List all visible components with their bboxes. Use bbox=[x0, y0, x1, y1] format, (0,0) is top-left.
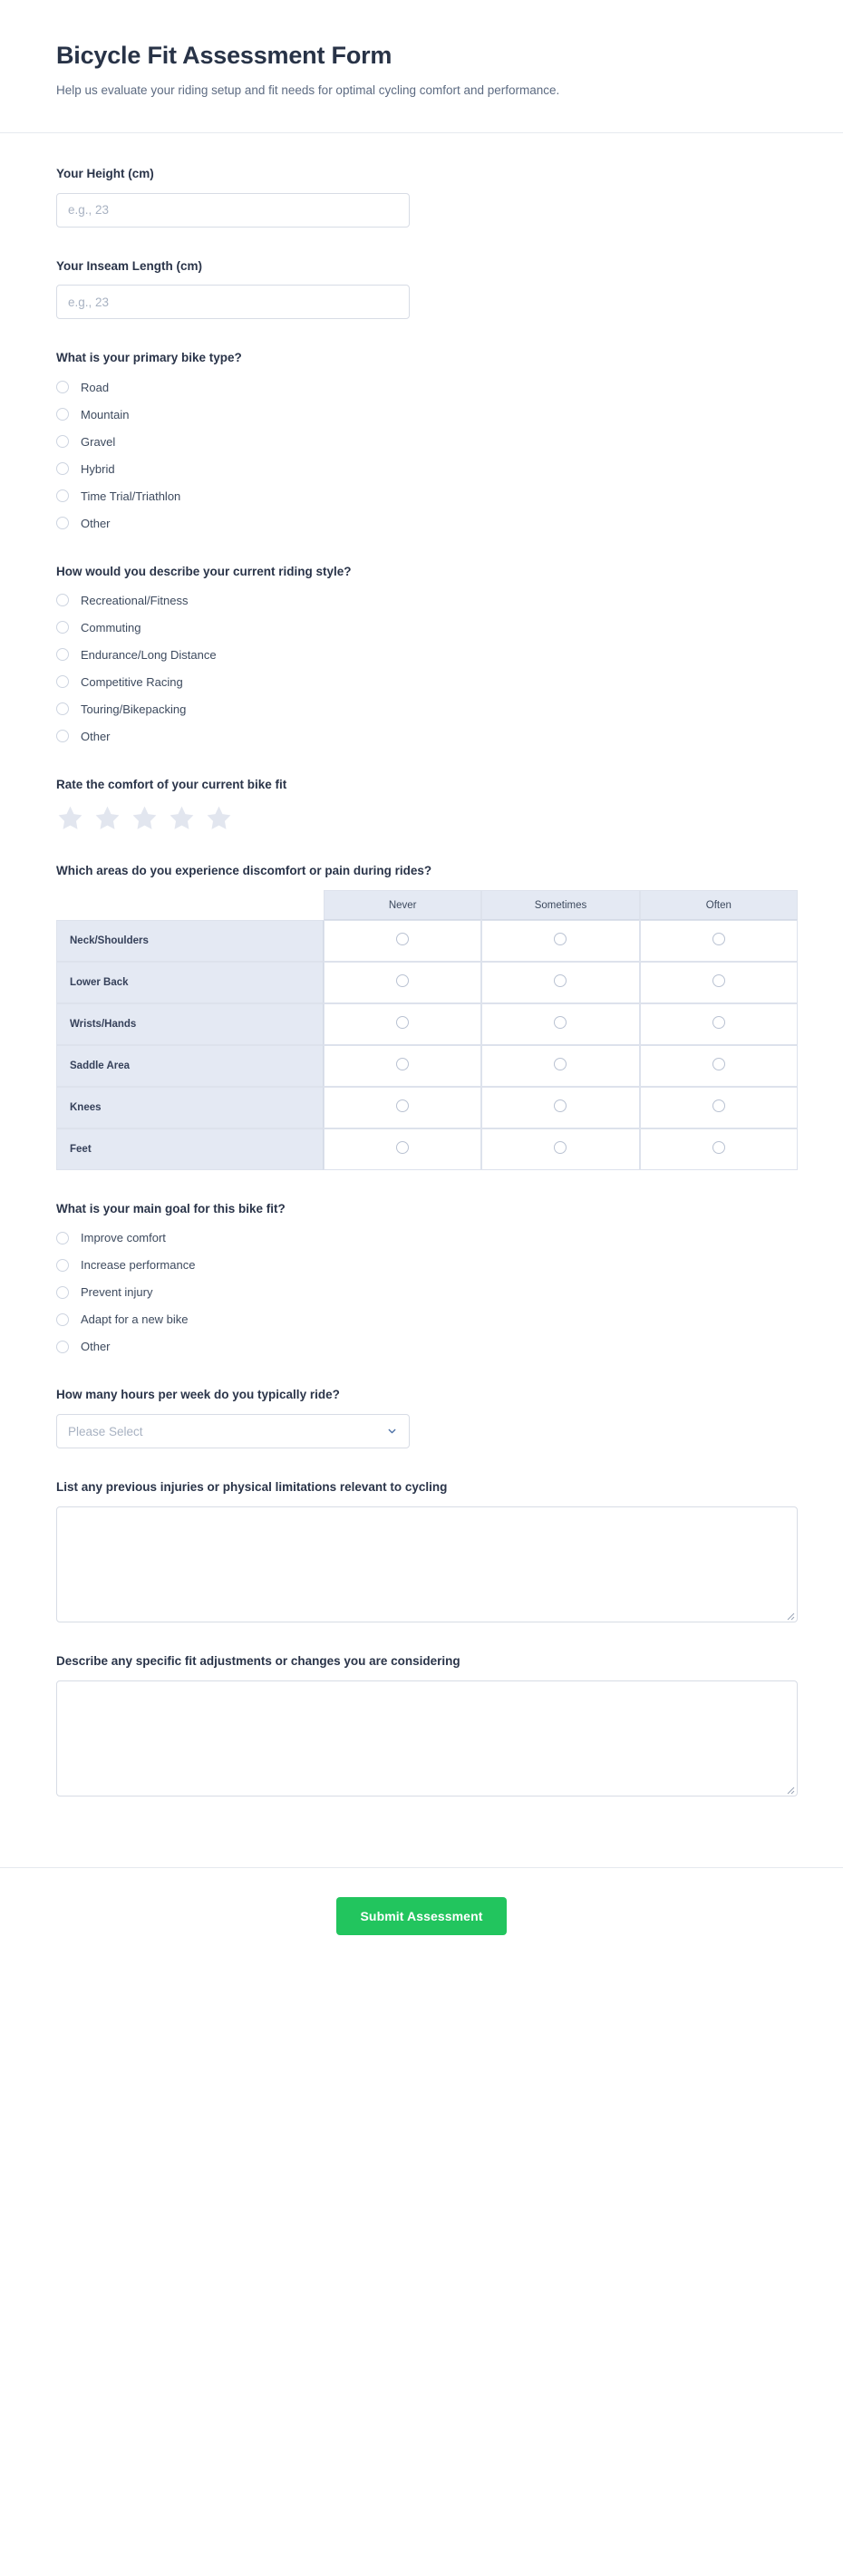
radio-circle-icon bbox=[56, 1341, 69, 1353]
radio-circle-icon bbox=[56, 702, 69, 715]
field-bike-type bbox=[56, 350, 787, 532]
radio-option[interactable] bbox=[56, 1310, 787, 1330]
star-icon[interactable] bbox=[131, 804, 159, 832]
field-inseam bbox=[56, 258, 787, 320]
matrix-cell[interactable] bbox=[481, 1045, 639, 1087]
injuries-label: List any previous injuries or physical limitations relevant to cycling bbox=[56, 1480, 448, 1495]
riding-style-radio-group bbox=[56, 591, 787, 747]
radio-circle-icon bbox=[712, 974, 725, 987]
radio-circle-icon bbox=[56, 381, 69, 393]
matrix-cell[interactable] bbox=[324, 1045, 481, 1087]
radio-label: Adapt for a new bike bbox=[81, 1312, 189, 1327]
riding-style-label: How would you describe your current riding style? bbox=[56, 564, 352, 578]
matrix-cell[interactable] bbox=[640, 962, 798, 1003]
radio-circle-icon bbox=[56, 1232, 69, 1244]
radio-option[interactable] bbox=[56, 1228, 787, 1248]
radio-circle-icon bbox=[712, 1141, 725, 1154]
field-discomfort-matrix bbox=[56, 863, 787, 1170]
matrix-row-label: Neck/Shoulders bbox=[56, 920, 324, 962]
radio-option[interactable] bbox=[56, 459, 787, 479]
radio-circle-icon bbox=[56, 435, 69, 448]
radio-circle-icon bbox=[56, 594, 69, 606]
radio-circle-icon bbox=[396, 1058, 409, 1070]
radio-label: Prevent injury bbox=[81, 1285, 153, 1300]
matrix-cell[interactable] bbox=[324, 1003, 481, 1045]
radio-circle-icon bbox=[712, 1016, 725, 1029]
matrix-cell[interactable] bbox=[481, 962, 639, 1003]
inseam-label: Your Inseam Length (cm) bbox=[56, 258, 203, 273]
radio-circle-icon bbox=[56, 1313, 69, 1326]
radio-label: Recreational/Fitness bbox=[81, 593, 189, 607]
inseam-input[interactable] bbox=[56, 285, 410, 319]
matrix-cell[interactable] bbox=[481, 1003, 639, 1045]
radio-option[interactable] bbox=[56, 727, 787, 747]
radio-label: Endurance/Long Distance bbox=[81, 647, 217, 662]
radio-label: Other bbox=[81, 516, 111, 530]
adjustments-label: Describe any specific fit adjustments or changes you are considering bbox=[56, 1654, 460, 1669]
main-goal-radio-group bbox=[56, 1228, 787, 1357]
matrix-row-label: Knees bbox=[56, 1087, 324, 1128]
discomfort-matrix-label: Which areas do you experience discomfort or pain during rides? bbox=[56, 864, 432, 878]
select-placeholder-text: Please Select bbox=[68, 1424, 143, 1438]
hours-per-week-label: How many hours per week do you typically ride? bbox=[56, 1388, 340, 1402]
star-rating-widget bbox=[56, 804, 787, 832]
radio-circle-icon bbox=[396, 1099, 409, 1112]
radio-circle-icon bbox=[56, 489, 69, 502]
form-footer bbox=[0, 1867, 843, 1990]
discomfort-matrix-table bbox=[56, 890, 798, 1170]
radio-circle-icon bbox=[396, 974, 409, 987]
field-main-goal bbox=[56, 1201, 787, 1356]
field-riding-style bbox=[56, 564, 787, 746]
star-icon[interactable] bbox=[56, 804, 84, 832]
radio-circle-icon bbox=[554, 1141, 567, 1154]
radio-option[interactable] bbox=[56, 1337, 787, 1357]
radio-option[interactable] bbox=[56, 377, 787, 397]
radio-option[interactable] bbox=[56, 591, 787, 611]
adjustments-textarea[interactable] bbox=[56, 1680, 798, 1796]
matrix-column-header: Sometimes bbox=[481, 890, 639, 920]
bike-type-radio-group bbox=[56, 377, 787, 533]
radio-option[interactable] bbox=[56, 513, 787, 533]
radio-circle-icon bbox=[56, 1259, 69, 1272]
bike-type-label: What is your primary bike type? bbox=[56, 351, 242, 365]
radio-circle-icon bbox=[712, 1058, 725, 1070]
matrix-wrapper bbox=[56, 890, 787, 1170]
radio-circle-icon bbox=[56, 1286, 69, 1299]
table-row bbox=[56, 1045, 798, 1087]
matrix-cell[interactable] bbox=[481, 920, 639, 962]
radio-label: Improve comfort bbox=[81, 1231, 166, 1245]
radio-label: Road bbox=[81, 380, 110, 394]
table-row bbox=[56, 1128, 798, 1170]
radio-option[interactable] bbox=[56, 431, 787, 451]
radio-circle-icon bbox=[56, 730, 69, 742]
table-row bbox=[56, 1003, 798, 1045]
radio-label: Mountain bbox=[81, 407, 130, 421]
radio-option[interactable] bbox=[56, 700, 787, 720]
submit-button[interactable]: Submit Assessment bbox=[336, 1897, 506, 1935]
radio-circle-icon bbox=[56, 462, 69, 475]
form-header bbox=[0, 0, 843, 133]
radio-circle-icon bbox=[554, 1058, 567, 1070]
radio-circle-icon bbox=[554, 974, 567, 987]
field-comfort-rating bbox=[56, 777, 787, 832]
matrix-cell[interactable] bbox=[640, 1045, 798, 1087]
star-icon[interactable] bbox=[205, 804, 233, 832]
radio-label: Gravel bbox=[81, 434, 116, 449]
radio-option[interactable] bbox=[56, 618, 787, 638]
matrix-cell[interactable] bbox=[640, 1003, 798, 1045]
radio-circle-icon bbox=[396, 1016, 409, 1029]
star-icon[interactable] bbox=[168, 804, 196, 832]
radio-label: Other bbox=[81, 1340, 111, 1354]
matrix-cell[interactable] bbox=[324, 1087, 481, 1128]
table-row bbox=[56, 920, 798, 962]
radio-circle-icon bbox=[554, 1099, 567, 1112]
field-adjustments bbox=[56, 1653, 787, 1796]
matrix-cell[interactable] bbox=[481, 1087, 639, 1128]
matrix-column-header: Often bbox=[640, 890, 798, 920]
field-height bbox=[56, 166, 787, 228]
star-icon[interactable] bbox=[93, 804, 121, 832]
matrix-cell[interactable] bbox=[324, 962, 481, 1003]
radio-circle-icon bbox=[396, 933, 409, 945]
table-row bbox=[56, 1087, 798, 1128]
radio-circle-icon bbox=[56, 675, 69, 688]
matrix-corner-cell bbox=[56, 890, 324, 920]
page-title: Bicycle Fit Assessment Form bbox=[56, 42, 392, 69]
resize-handle-icon[interactable] bbox=[784, 1784, 795, 1795]
radio-label: Hybrid bbox=[81, 461, 115, 476]
radio-label: Other bbox=[81, 729, 111, 743]
table-row bbox=[56, 962, 798, 1003]
matrix-row-label: Saddle Area bbox=[56, 1045, 324, 1087]
radio-option[interactable] bbox=[56, 404, 787, 424]
matrix-cell[interactable] bbox=[640, 1087, 798, 1128]
page-subtitle: Help us evaluate your riding setup and fit needs for optimal cycling comfort and performance. bbox=[56, 83, 560, 97]
radio-option[interactable] bbox=[56, 1283, 787, 1303]
height-input[interactable] bbox=[56, 193, 410, 228]
radio-label: Time Trial/Triathlon bbox=[81, 489, 181, 503]
matrix-cell[interactable] bbox=[324, 1128, 481, 1170]
radio-option[interactable] bbox=[56, 645, 787, 665]
matrix-cell[interactable] bbox=[481, 1128, 639, 1170]
radio-circle-icon bbox=[554, 933, 567, 945]
matrix-row-label: Feet bbox=[56, 1128, 324, 1170]
hours-per-week-select[interactable] bbox=[56, 1414, 410, 1448]
matrix-row-label: Lower Back bbox=[56, 962, 324, 1003]
field-injuries bbox=[56, 1479, 787, 1622]
matrix-column-header: Never bbox=[324, 890, 481, 920]
matrix-row-label: Wrists/Hands bbox=[56, 1003, 324, 1045]
hours-per-week-select-wrapper bbox=[56, 1414, 410, 1448]
matrix-cell[interactable] bbox=[640, 920, 798, 962]
form-body bbox=[0, 133, 843, 1833]
matrix-cell[interactable] bbox=[640, 1128, 798, 1170]
radio-option[interactable] bbox=[56, 1255, 787, 1275]
radio-label: Touring/Bikepacking bbox=[81, 702, 187, 716]
matrix-header-row bbox=[56, 890, 798, 920]
radio-option[interactable] bbox=[56, 486, 787, 506]
radio-circle-icon bbox=[396, 1141, 409, 1154]
radio-circle-icon bbox=[56, 517, 69, 529]
injuries-textarea[interactable] bbox=[56, 1506, 798, 1622]
field-hours-per-week bbox=[56, 1387, 787, 1448]
comfort-rating-label: Rate the comfort of your current bike fit bbox=[56, 778, 287, 792]
radio-circle-icon bbox=[56, 648, 69, 661]
main-goal-label: What is your main goal for this bike fit? bbox=[56, 1202, 286, 1216]
radio-option[interactable] bbox=[56, 673, 787, 692]
height-label: Your Height (cm) bbox=[56, 166, 154, 180]
resize-handle-icon[interactable] bbox=[784, 1610, 795, 1621]
radio-circle-icon bbox=[554, 1016, 567, 1029]
radio-circle-icon bbox=[56, 621, 69, 634]
radio-circle-icon bbox=[712, 933, 725, 945]
radio-label: Competitive Racing bbox=[81, 674, 183, 689]
radio-label: Commuting bbox=[81, 620, 141, 634]
matrix-cell[interactable] bbox=[324, 920, 481, 962]
radio-label: Increase performance bbox=[81, 1258, 196, 1273]
radio-circle-icon bbox=[56, 408, 69, 421]
radio-circle-icon bbox=[712, 1099, 725, 1112]
